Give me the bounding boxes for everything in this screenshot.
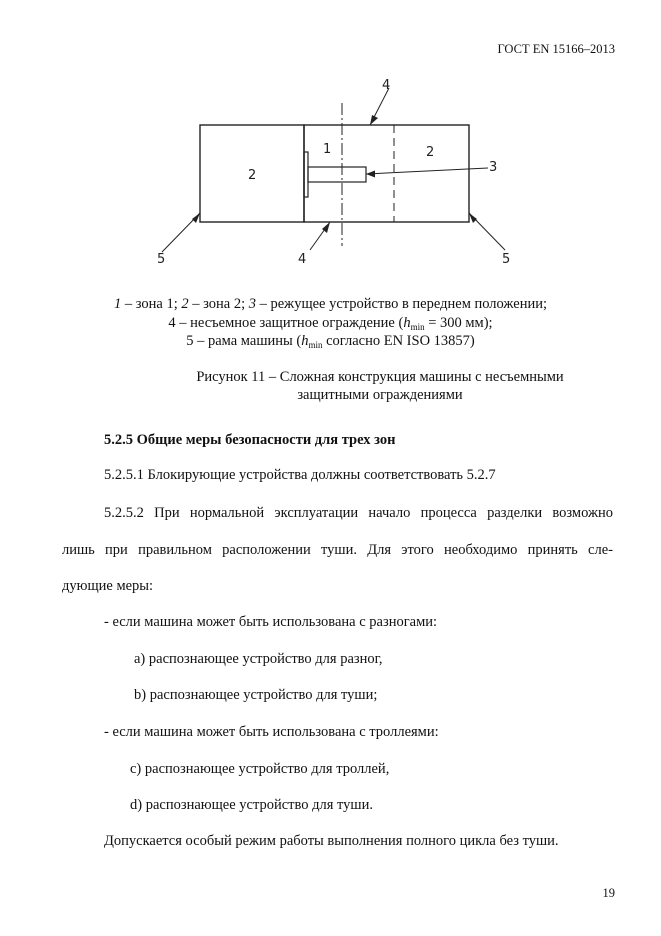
page-number: 19 — [602, 886, 615, 900]
arrow-4-top — [370, 115, 378, 125]
figure-11-diagram — [0, 0, 661, 280]
section-heading: 5.2.5 Общие меры безопасности для трех зон — [104, 432, 396, 448]
figure-caption-line-2: защитными ограждениями — [297, 387, 463, 403]
list-item: b) распознающее устройство для туши; — [134, 687, 378, 703]
figure-label-tool: 3 — [489, 160, 498, 175]
right-zone-box — [304, 125, 469, 222]
figure-legend-line-1: 1 – зона 1; 2 – зона 2; 3 – режущее устройство в переднем положении; — [113, 296, 548, 312]
figure-label-frame-left: 5 — [157, 252, 166, 267]
figure-label-frame-right: 5 — [502, 252, 511, 267]
figure-label-guard-top: 4 — [382, 78, 391, 93]
list-item: a) распознающее устройство для разног, — [134, 651, 383, 667]
list-item: - если машина может быть использована с троллеями: — [104, 724, 439, 740]
list-item: c) распознающее устройство для троллей, — [130, 761, 390, 777]
document-header: ГОСТ EN 15166–2013 — [497, 42, 615, 56]
list-item: - если машина может быть использована с разногами: — [104, 614, 438, 630]
paragraph-5-2-5-2-line-1: 5.2.5.2 При нормальной эксплуатации начало процесса разделки возможно — [104, 505, 613, 521]
figure-label-zone2-right: 2 — [426, 145, 435, 160]
arrow-3 — [366, 171, 375, 178]
figure-caption-line-1: Рисунок 11 – Сложная конструкция машины с несъемными — [196, 369, 564, 385]
leader-3 — [366, 168, 488, 174]
paragraph-last: Допускается особый режим работы выполнения полного цикла без туши. — [104, 833, 559, 849]
paragraph-5-2-5-1: 5.2.5.1 Блокирующие устройства должны соответствовать 5.2.7 — [104, 467, 496, 483]
arrow-5-left — [192, 213, 200, 223]
figure-label-zone2-left: 2 — [248, 168, 257, 183]
figure-legend-line-2: 4 – несъемное защитное ограждение ($h_{min} = 300$ мм); — [168, 315, 493, 332]
figure-label-zone1: 1 — [323, 142, 332, 157]
figure-label-guard-bottom: 4 — [298, 252, 307, 267]
figure-legend-line-3: 5 – рама машины ($h_{min}$ согласно EN ISO 13857) — [186, 333, 475, 350]
arrow-5-right — [469, 213, 477, 223]
paragraph-5-2-5-2-line-2: лишь при правильном расположении туши. Для этого необходимо принять сле- — [62, 542, 613, 558]
list-item: d) распознающее устройство для туши. — [130, 797, 373, 813]
paragraph-5-2-5-2-line-3: дующие меры: — [62, 578, 154, 594]
cutting-device-rod — [308, 167, 366, 182]
